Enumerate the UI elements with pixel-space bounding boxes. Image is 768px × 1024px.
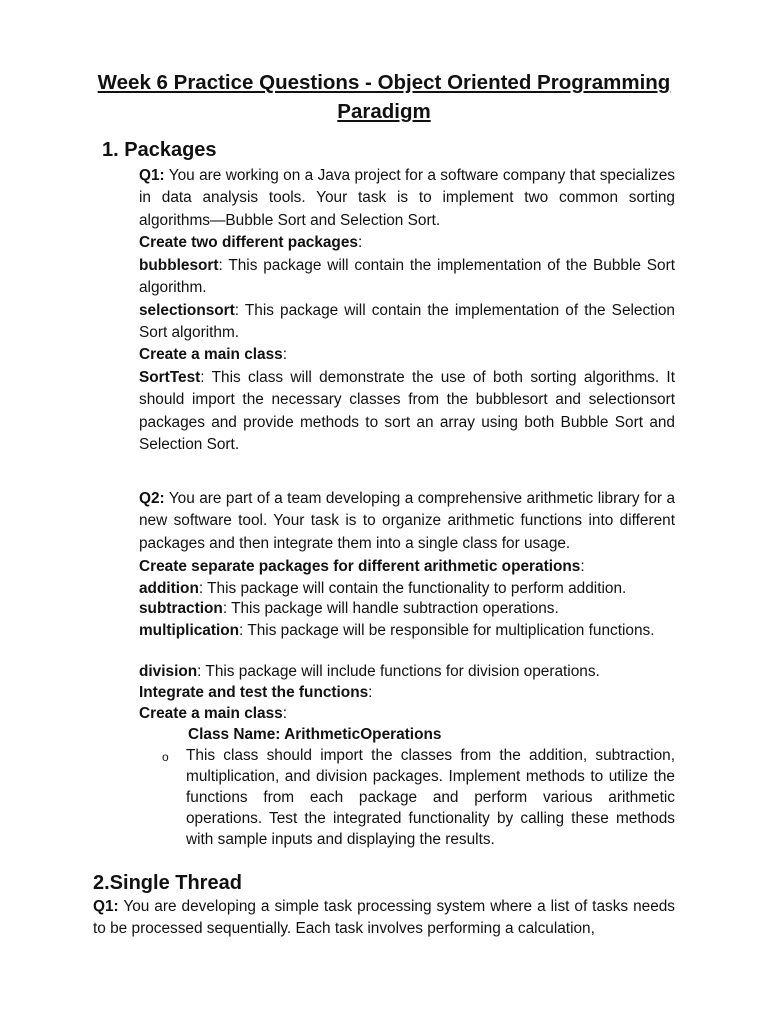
multiplication-item xyxy=(139,620,675,641)
selectionsort-text: : This package will contain the implementation of the Selection Sort algorithm. xyxy=(139,302,675,342)
q2-label: Q2: xyxy=(139,490,165,507)
subtraction-label: subtraction xyxy=(139,600,223,617)
main-class-line-q2 xyxy=(139,703,287,725)
subtraction-text: : This package will handle subtraction operations. xyxy=(222,600,559,617)
sorttest-item xyxy=(139,367,675,456)
main-class-colon: : xyxy=(282,346,288,363)
q2-create-packages-line xyxy=(139,556,585,578)
section2-q1-label: Q1: xyxy=(93,898,119,915)
q2-main-class-colon: : xyxy=(282,705,288,722)
section-heading-packages: 1. Packages xyxy=(102,139,217,161)
integrate-label: Integrate and test the functions xyxy=(139,684,369,701)
section2-q1-text: You are developing a simple task processing system where a list of tasks needs to be processed sequentially. Each task involves performing a calculation, xyxy=(93,898,676,938)
main-class-label: Create a main class xyxy=(139,346,283,363)
create-packages-colon: : xyxy=(357,234,363,251)
selectionsort-label: selectionsort xyxy=(139,302,235,319)
q1-intro xyxy=(139,165,675,232)
multiplication-label: multiplication xyxy=(139,622,240,639)
division-label: division xyxy=(139,663,198,680)
main-class-line-q1 xyxy=(139,344,287,366)
sorttest-text: : This class will demonstrate the use of both sorting algorithms. It should import the necessary classes from the bubblesort and selectionsort packages and provide methods to sort an array using both Bubble Sort and Selection Sort. xyxy=(139,369,675,453)
multiplication-text: : This package will be responsible for multiplication functions. xyxy=(239,622,655,639)
subtraction-item xyxy=(139,598,559,620)
integrate-line xyxy=(139,682,372,704)
title-line-2: Paradigm xyxy=(337,100,431,123)
division-text: : This package will include functions for division operations. xyxy=(197,663,600,680)
q2-intro xyxy=(139,488,675,555)
create-packages-line xyxy=(139,232,362,254)
q1-text: You are working on a Java project for a software company that specializes in data analysis tools. Your task is to implement two common sorting algorithms—Bubble Sort and Selection Sort. xyxy=(139,167,676,229)
sorttest-label: SortTest xyxy=(139,369,201,386)
title-line-1: Week 6 Practice Questions - Object Oriented Programming xyxy=(97,71,671,94)
create-packages-label: Create two different packages xyxy=(139,234,358,251)
bubblesort-label: bubblesort xyxy=(139,257,219,274)
document-title xyxy=(60,68,708,126)
addition-label: addition xyxy=(139,580,199,597)
addition-item xyxy=(139,578,626,600)
bullet-marker: o xyxy=(162,750,169,764)
selectionsort-item xyxy=(139,300,675,345)
bubblesort-text: : This package will contain the implementation of the Bubble Sort algorithm. xyxy=(139,257,675,297)
q2-create-packages-label: Create separate packages for different arithmetic operations xyxy=(139,558,581,575)
section2-q1 xyxy=(93,896,675,941)
addition-text: : This package will contain the functionality to perform addition. xyxy=(198,580,627,597)
class-name-line xyxy=(188,724,441,746)
division-item xyxy=(139,661,600,683)
section-heading-single-thread: 2.Single Thread xyxy=(93,872,242,894)
integrate-colon: : xyxy=(368,684,373,701)
q2-main-class-label: Create a main class xyxy=(139,705,283,722)
q2-text: You are part of a team developing a comprehensive arithmetic library for a new software tool. Your task is to organize arithmetic functions into different packages and then integrate them into a single class for usage. xyxy=(139,490,676,552)
class-name: Class Name: ArithmeticOperations xyxy=(188,726,442,743)
bubblesort-item xyxy=(139,255,675,300)
q2-create-packages-colon: : xyxy=(580,558,585,575)
bullet-item: This class should import the classes from the addition, subtraction, multiplication, and division packages. Implement methods to utilize the functions from each package and perform various arithmetic operations. Test the integrated functionality by calling these methods with sample inputs and displaying the results. xyxy=(186,747,675,848)
q1-label: Q1: xyxy=(139,167,165,184)
